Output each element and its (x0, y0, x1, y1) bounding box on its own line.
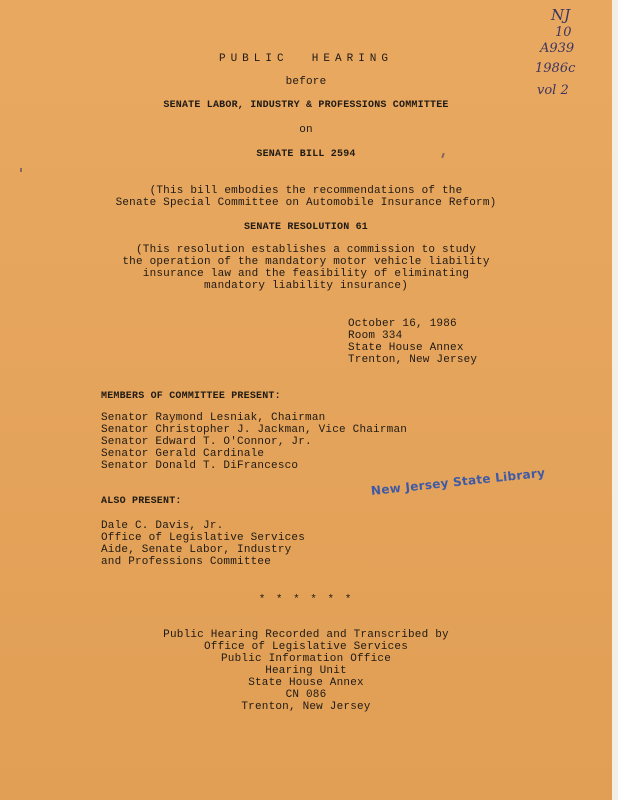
footer-line-2: Office of Legislative Services (203, 641, 409, 653)
hearing-building: State House Annex (348, 342, 464, 354)
handwritten-annotation-4: 1986c (535, 61, 576, 76)
footer-line-6: CN 086 (285, 689, 327, 701)
also-present-heading: ALSO PRESENT: (101, 496, 182, 507)
handwritten-annotation-2: 10 (555, 25, 572, 40)
resolution-note-line-1: (This resolution establishes a commission to study (135, 244, 477, 256)
resolution-note-line-2: the operation of the mandatory motor vehicle liability (122, 256, 490, 268)
before-text: before (285, 76, 327, 88)
also-present-item: and Professions Committee (101, 556, 272, 568)
library-stamp: New Jersey State Library (370, 465, 546, 498)
members-heading: MEMBERS OF COMMITTEE PRESENT: (101, 391, 281, 402)
also-present-item: Dale C. Davis, Jr. (101, 520, 224, 532)
member-item: Senator Christopher J. Jackman, Vice Chairman (101, 424, 408, 436)
hearing-date: October 16, 1986 (348, 318, 457, 330)
committee-name: SENATE LABOR, INDUSTRY & PROFESSIONS COMMITTEE (163, 100, 449, 111)
hearing-city: Trenton, New Jersey (348, 354, 478, 366)
ink-mark (20, 168, 22, 172)
footer-line-1: Public Hearing Recorded and Transcribed by (163, 629, 449, 641)
bill-title: SENATE BILL 2594 (256, 149, 356, 160)
member-item: Senator Raymond Lesniak, Chairman (101, 412, 326, 424)
footer-line-5: State House Annex (248, 677, 364, 689)
handwritten-annotation-3: A939 (540, 41, 575, 56)
hearing-title: PUBLIC HEARING (218, 53, 394, 65)
resolution-title: SENATE RESOLUTION 61 (243, 222, 369, 233)
member-item: Senator Edward T. O'Connor, Jr. (101, 436, 312, 448)
also-present-item: Office of Legislative Services (101, 532, 306, 544)
asterisk-separator: * * * * * * (258, 594, 354, 606)
member-item: Senator Donald T. DiFrancesco (101, 460, 299, 472)
footer-line-7: Trenton, New Jersey (241, 701, 371, 713)
member-item: Senator Gerald Cardinale (101, 448, 265, 460)
handwritten-annotation-1: NJ (551, 6, 571, 24)
bill-note-line-1: (This bill embodies the recommendations of the (149, 185, 463, 197)
resolution-note-line-4: mandatory liability insurance) (203, 280, 409, 292)
footer-line-4: Hearing Unit (265, 665, 347, 677)
bill-note-line-2: Senate Special Committee on Automobile Insurance Reform) (115, 197, 497, 209)
on-text: on (299, 124, 313, 136)
footer-line-3: Public Information Office (220, 653, 392, 665)
resolution-note-line-3: insurance law and the feasibility of eliminating (142, 268, 470, 280)
also-present-item: Aide, Senate Labor, Industry (101, 544, 292, 556)
hearing-room: Room 334 (348, 330, 403, 342)
handwritten-annotation-5: vol 2 (537, 83, 569, 98)
